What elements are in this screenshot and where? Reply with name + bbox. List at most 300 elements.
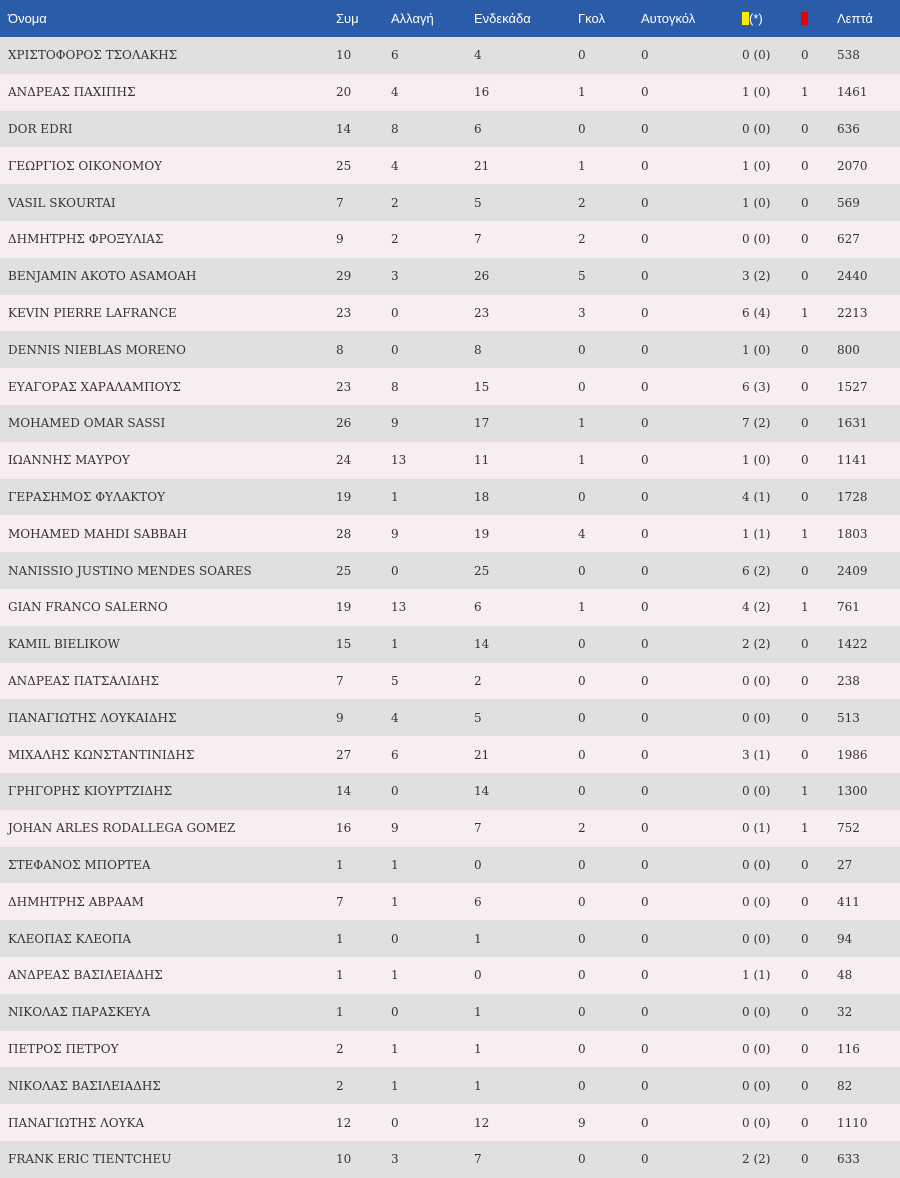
cell-subs: 0 xyxy=(391,305,399,320)
table-row xyxy=(0,1067,900,1104)
cell-subs: 0 xyxy=(391,931,399,946)
cell-apps: 20 xyxy=(336,85,352,100)
table-row xyxy=(0,589,900,626)
cell-name: ΜΙΧΑΛΗΣ ΚΩΝΣΤΑΝΤΙΝΙΔΗΣ xyxy=(8,747,195,762)
cell-apps: 1 xyxy=(336,931,344,946)
cell-minutes: 627 xyxy=(837,232,860,247)
table-row xyxy=(0,405,900,442)
cell-goals: 0 xyxy=(578,637,586,652)
cell-name: KEVIN PIERRE LAFRANCE xyxy=(8,305,177,320)
cell-yellow-cards: 0 (0) xyxy=(742,232,771,247)
cell-own-goals: 0 xyxy=(641,600,649,615)
header-goals[interactable]: Γκολ xyxy=(578,11,605,26)
yellow-card-icon xyxy=(742,12,749,25)
cell-apps: 28 xyxy=(336,526,352,541)
header-minutes[interactable]: Λεπτά xyxy=(837,11,873,26)
cell-apps: 14 xyxy=(336,784,352,799)
cell-goals: 5 xyxy=(578,269,586,284)
cell-apps: 16 xyxy=(336,821,352,836)
cell-name: ΠΑΝΑΓΙΩΤΗΣ ΛΟΥΚΑΙΔΗΣ xyxy=(8,710,177,725)
cell-goals: 0 xyxy=(578,563,586,578)
cell-red-cards: 0 xyxy=(801,673,809,688)
cell-apps: 23 xyxy=(336,305,352,320)
cell-goals: 1 xyxy=(578,85,586,100)
table-row xyxy=(0,920,900,957)
table-row xyxy=(0,773,900,810)
cell-own-goals: 0 xyxy=(641,747,649,762)
cell-apps: 27 xyxy=(336,747,352,762)
cell-own-goals: 0 xyxy=(641,269,649,284)
cell-goals: 0 xyxy=(578,1152,586,1167)
cell-name: ΧΡΙΣΤΟΦΟΡΟΣ ΤΣΟΛΑΚΗΣ xyxy=(8,48,178,63)
cell-subs: 4 xyxy=(391,710,399,725)
header-subs[interactable]: Αλλαγή xyxy=(391,11,434,26)
cell-name: ΑΝΔΡΕΑΣ ΒΑΣΙΛΕΙΑΔΗΣ xyxy=(8,968,163,983)
cell-starts: 23 xyxy=(474,305,490,320)
cell-name: DOR EDRI xyxy=(8,121,73,136)
cell-red-cards: 1 xyxy=(801,85,809,100)
cell-minutes: 1461 xyxy=(837,85,868,100)
cell-minutes: 1527 xyxy=(837,379,868,394)
header-starts[interactable]: Ενδεκάδα xyxy=(474,11,531,26)
cell-subs: 0 xyxy=(391,563,399,578)
cell-red-cards: 0 xyxy=(801,1005,809,1020)
cell-apps: 1 xyxy=(336,1005,344,1020)
cell-subs: 0 xyxy=(391,1005,399,1020)
cell-own-goals: 0 xyxy=(641,931,649,946)
cell-yellow-cards: 0 (0) xyxy=(742,1041,771,1056)
cell-red-cards: 1 xyxy=(801,821,809,836)
table-body xyxy=(0,37,900,1178)
cell-name: ΝΙΚΟΛΑΣ ΒΑΣΙΛΕΙΑΔΗΣ xyxy=(8,1078,161,1093)
table-row xyxy=(0,552,900,589)
cell-subs: 9 xyxy=(391,526,399,541)
cell-own-goals: 0 xyxy=(641,1115,649,1130)
cell-starts: 7 xyxy=(474,1152,482,1167)
cell-red-cards: 1 xyxy=(801,784,809,799)
cell-minutes: 116 xyxy=(837,1041,860,1056)
cell-subs: 1 xyxy=(391,894,399,909)
cell-name: ΠΑΝΑΓΙΩΤΗΣ ΛΟΥΚΑ xyxy=(8,1115,145,1130)
cell-red-cards: 0 xyxy=(801,489,809,504)
cell-name: ΔΗΜΗΤΡΗΣ ΦΡΟΞΥΛΙΑΣ xyxy=(8,232,164,247)
cell-red-cards: 1 xyxy=(801,526,809,541)
cell-goals: 1 xyxy=(578,158,586,173)
cell-apps: 25 xyxy=(336,158,352,173)
cell-name: ΑΝΔΡΕΑΣ ΠΑΤΣΑΛΙΔΗΣ xyxy=(8,673,159,688)
cell-starts: 21 xyxy=(474,747,490,762)
cell-own-goals: 0 xyxy=(641,563,649,578)
cell-name: MOHAMED MAHDI SABBAH xyxy=(8,526,187,541)
cell-subs: 8 xyxy=(391,121,399,136)
cell-name: ΙΩΑΝΝΗΣ ΜΑΥΡΟΥ xyxy=(8,453,130,468)
cell-minutes: 636 xyxy=(837,121,860,136)
cell-minutes: 1803 xyxy=(837,526,868,541)
cell-red-cards: 0 xyxy=(801,968,809,983)
cell-red-cards: 0 xyxy=(801,1152,809,1167)
cell-subs: 13 xyxy=(391,453,407,468)
cell-minutes: 2440 xyxy=(837,269,868,284)
cell-starts: 21 xyxy=(474,158,490,173)
table-row xyxy=(0,736,900,773)
cell-yellow-cards: 1 (0) xyxy=(742,158,771,173)
cell-minutes: 569 xyxy=(837,195,860,210)
cell-apps: 1 xyxy=(336,968,344,983)
cell-subs: 1 xyxy=(391,968,399,983)
cell-name: DENNIS NIEBLAS MORENO xyxy=(8,342,186,357)
header-yellow-cards[interactable] xyxy=(734,0,793,37)
cell-minutes: 32 xyxy=(837,1005,853,1020)
table-row xyxy=(0,221,900,258)
table-row xyxy=(0,37,900,74)
cell-goals: 2 xyxy=(578,232,586,247)
cell-goals: 0 xyxy=(578,857,586,872)
cell-own-goals: 0 xyxy=(641,379,649,394)
cell-yellow-cards: 0 (0) xyxy=(742,673,771,688)
cell-subs: 9 xyxy=(391,821,399,836)
cell-apps: 12 xyxy=(336,1115,352,1130)
cell-apps: 8 xyxy=(336,342,344,357)
cell-subs: 2 xyxy=(391,232,399,247)
cell-minutes: 1141 xyxy=(837,453,868,468)
cell-red-cards: 0 xyxy=(801,1041,809,1056)
cell-minutes: 2409 xyxy=(837,563,868,578)
cell-goals: 0 xyxy=(578,784,586,799)
table-row xyxy=(0,368,900,405)
table-row xyxy=(0,699,900,736)
cell-starts: 0 xyxy=(474,968,482,983)
cell-name: ΕΥΑΓΟΡΑΣ ΧΑΡΑΛΑΜΠΟΥΣ xyxy=(8,379,181,394)
cell-apps: 25 xyxy=(336,563,352,578)
cell-goals: 0 xyxy=(578,1078,586,1093)
cell-red-cards: 0 xyxy=(801,269,809,284)
cell-name: KAMIL BIELIKOW xyxy=(8,637,120,652)
cell-starts: 7 xyxy=(474,232,482,247)
cell-own-goals: 0 xyxy=(641,1041,649,1056)
cell-own-goals: 0 xyxy=(641,1005,649,1020)
cell-own-goals: 0 xyxy=(641,416,649,431)
cell-starts: 1 xyxy=(474,931,482,946)
cell-minutes: 761 xyxy=(837,600,860,615)
cell-own-goals: 0 xyxy=(641,968,649,983)
cell-yellow-cards: 2 (2) xyxy=(742,637,771,652)
cell-own-goals: 0 xyxy=(641,121,649,136)
cell-subs: 1 xyxy=(391,857,399,872)
cell-name: ΣΤΕΦΑΝΟΣ ΜΠΟΡΤΕΑ xyxy=(8,857,151,872)
cell-own-goals: 0 xyxy=(641,784,649,799)
cell-subs: 13 xyxy=(391,600,407,615)
table-row xyxy=(0,994,900,1031)
table-row xyxy=(0,74,900,111)
cell-minutes: 82 xyxy=(837,1078,853,1093)
cell-yellow-cards: 3 (1) xyxy=(742,747,771,762)
cell-subs: 1 xyxy=(391,1078,399,1093)
cell-red-cards: 0 xyxy=(801,195,809,210)
cell-subs: 8 xyxy=(391,379,399,394)
cell-subs: 0 xyxy=(391,342,399,357)
cell-starts: 2 xyxy=(474,673,482,688)
cell-starts: 11 xyxy=(474,453,490,468)
cell-yellow-cards: 0 (0) xyxy=(742,857,771,872)
cell-starts: 1 xyxy=(474,1041,482,1056)
cell-yellow-cards: 0 (0) xyxy=(742,1115,771,1130)
cell-own-goals: 0 xyxy=(641,85,649,100)
cell-apps: 7 xyxy=(336,195,344,210)
cell-goals: 0 xyxy=(578,489,586,504)
cell-apps: 2 xyxy=(336,1041,344,1056)
cell-goals: 4 xyxy=(578,526,586,541)
cell-minutes: 238 xyxy=(837,673,860,688)
cell-subs: 3 xyxy=(391,1152,399,1167)
cell-red-cards: 0 xyxy=(801,342,809,357)
cell-goals: 0 xyxy=(578,673,586,688)
cell-goals: 0 xyxy=(578,747,586,762)
cell-subs: 1 xyxy=(391,1041,399,1056)
cell-yellow-cards: 7 (2) xyxy=(742,416,771,431)
table-row xyxy=(0,111,900,148)
cell-starts: 4 xyxy=(474,48,482,63)
cell-minutes: 1110 xyxy=(837,1115,868,1130)
cell-yellow-cards: 0 (0) xyxy=(742,1005,771,1020)
cell-yellow-cards: 0 (0) xyxy=(742,894,771,909)
cell-own-goals: 0 xyxy=(641,1078,649,1093)
cell-red-cards: 0 xyxy=(801,1078,809,1093)
cell-apps: 15 xyxy=(336,637,352,652)
cell-starts: 8 xyxy=(474,342,482,357)
cell-starts: 0 xyxy=(474,857,482,872)
cell-name: ΔΗΜΗΤΡΗΣ ΑΒΡΑΑΜ xyxy=(8,894,144,909)
cell-subs: 5 xyxy=(391,673,399,688)
cell-subs: 6 xyxy=(391,747,399,762)
cell-name: ΓΕΡΑΣΗΜΟΣ ΦΥΛΑΚΤΟΥ xyxy=(8,489,166,504)
cell-starts: 14 xyxy=(474,784,490,799)
cell-starts: 5 xyxy=(474,195,482,210)
cell-own-goals: 0 xyxy=(641,342,649,357)
cell-minutes: 2213 xyxy=(837,305,868,320)
cell-goals: 0 xyxy=(578,121,586,136)
cell-yellow-cards: 1 (0) xyxy=(742,453,771,468)
cell-starts: 17 xyxy=(474,416,490,431)
cell-yellow-cards: 1 (0) xyxy=(742,195,771,210)
cell-minutes: 513 xyxy=(837,710,860,725)
cell-minutes: 1300 xyxy=(837,784,868,799)
cell-red-cards: 0 xyxy=(801,637,809,652)
cell-red-cards: 0 xyxy=(801,563,809,578)
cell-own-goals: 0 xyxy=(641,232,649,247)
cell-name: GIAN FRANCO SALERNO xyxy=(8,600,168,615)
cell-goals: 2 xyxy=(578,195,586,210)
cell-goals: 3 xyxy=(578,305,586,320)
cell-apps: 7 xyxy=(336,673,344,688)
cell-yellow-cards: 0 (0) xyxy=(742,1078,771,1093)
cell-goals: 0 xyxy=(578,342,586,357)
cell-apps: 1 xyxy=(336,857,344,872)
cell-goals: 1 xyxy=(578,453,586,468)
cell-goals: 0 xyxy=(578,379,586,394)
cell-name: NANISSIO JUSTINO MENDES SOARES xyxy=(8,563,252,578)
header-apps[interactable]: Συμ xyxy=(336,11,359,26)
cell-own-goals: 0 xyxy=(641,195,649,210)
cell-starts: 6 xyxy=(474,894,482,909)
cell-red-cards: 0 xyxy=(801,232,809,247)
cell-red-cards: 0 xyxy=(801,158,809,173)
cell-starts: 25 xyxy=(474,563,490,578)
cell-minutes: 2070 xyxy=(837,158,868,173)
cell-red-cards: 0 xyxy=(801,931,809,946)
cell-red-cards: 1 xyxy=(801,305,809,320)
table-row xyxy=(0,331,900,368)
cell-starts: 18 xyxy=(474,489,490,504)
cell-yellow-cards: 0 (0) xyxy=(742,710,771,725)
cell-own-goals: 0 xyxy=(641,526,649,541)
cell-minutes: 633 xyxy=(837,1152,860,1167)
cell-own-goals: 0 xyxy=(641,894,649,909)
table-row xyxy=(0,515,900,552)
cell-starts: 1 xyxy=(474,1078,482,1093)
table-row xyxy=(0,442,900,479)
cell-starts: 15 xyxy=(474,379,490,394)
header-own-goals[interactable]: Αυτογκόλ xyxy=(641,11,696,26)
cell-apps: 9 xyxy=(336,710,344,725)
cell-yellow-cards: 0 (0) xyxy=(742,121,771,136)
cell-red-cards: 0 xyxy=(801,894,809,909)
cell-apps: 26 xyxy=(336,416,352,431)
cell-minutes: 800 xyxy=(837,342,860,357)
cell-yellow-cards: 3 (2) xyxy=(742,269,771,284)
cell-goals: 0 xyxy=(578,48,586,63)
cell-starts: 5 xyxy=(474,710,482,725)
cell-apps: 24 xyxy=(336,453,352,468)
cell-name: ΓΡΗΓΟΡΗΣ ΚΙΟΥΡΤΖΙΔΗΣ xyxy=(8,784,173,799)
cell-own-goals: 0 xyxy=(641,673,649,688)
cell-yellow-cards: 1 (1) xyxy=(742,968,771,983)
cell-name: ΓΕΩΡΓΙΟΣ ΟΙΚΟΝΟΜΟΥ xyxy=(8,158,163,173)
table-row xyxy=(0,957,900,994)
cell-own-goals: 0 xyxy=(641,305,649,320)
cell-yellow-cards: 6 (2) xyxy=(742,563,771,578)
table-row xyxy=(0,883,900,920)
cell-subs: 1 xyxy=(391,489,399,504)
cell-own-goals: 0 xyxy=(641,453,649,468)
cell-minutes: 1631 xyxy=(837,416,868,431)
cell-own-goals: 0 xyxy=(641,1152,649,1167)
cell-starts: 6 xyxy=(474,600,482,615)
cell-own-goals: 0 xyxy=(641,857,649,872)
cell-own-goals: 0 xyxy=(641,710,649,725)
cell-starts: 6 xyxy=(474,121,482,136)
cell-yellow-cards: 0 (0) xyxy=(742,48,771,63)
cell-goals: 2 xyxy=(578,821,586,836)
cell-name: FRANK ERIC TIENTCHEU xyxy=(8,1152,172,1167)
cell-yellow-cards: 4 (2) xyxy=(742,600,771,615)
cell-goals: 1 xyxy=(578,600,586,615)
cell-apps: 10 xyxy=(336,1152,352,1167)
cell-red-cards: 0 xyxy=(801,747,809,762)
cell-goals: 0 xyxy=(578,1041,586,1056)
cell-red-cards: 0 xyxy=(801,453,809,468)
cell-goals: 0 xyxy=(578,968,586,983)
table-header-row xyxy=(0,0,900,37)
cell-name: ΑΝΔΡΕΑΣ ΠΑΧΙΠΗΣ xyxy=(8,85,136,100)
cell-starts: 16 xyxy=(474,85,490,100)
cell-goals: 0 xyxy=(578,710,586,725)
table-row xyxy=(0,479,900,516)
table-row xyxy=(0,626,900,663)
cell-yellow-cards: 0 (1) xyxy=(742,821,771,836)
cell-yellow-cards: 0 (0) xyxy=(742,784,771,799)
cell-yellow-cards: 1 (0) xyxy=(742,85,771,100)
cell-starts: 7 xyxy=(474,821,482,836)
cell-subs: 4 xyxy=(391,85,399,100)
table-row xyxy=(0,810,900,847)
cell-starts: 12 xyxy=(474,1115,490,1130)
cell-minutes: 538 xyxy=(837,48,860,63)
table-row xyxy=(0,1104,900,1141)
cell-minutes: 48 xyxy=(837,968,853,983)
header-red-cards[interactable] xyxy=(793,0,829,37)
header-name[interactable]: Όνομα xyxy=(8,11,47,26)
cell-yellow-cards: 4 (1) xyxy=(742,489,771,504)
cell-goals: 0 xyxy=(578,894,586,909)
cell-subs: 0 xyxy=(391,1115,399,1130)
cell-minutes: 411 xyxy=(837,894,860,909)
cell-yellow-cards: 1 (0) xyxy=(742,342,771,357)
red-card-icon xyxy=(801,12,808,25)
cell-apps: 10 xyxy=(336,48,352,63)
cell-subs: 4 xyxy=(391,158,399,173)
cell-name: VASIL SKOURTAI xyxy=(8,195,116,210)
cell-yellow-cards: 6 (3) xyxy=(742,379,771,394)
cell-subs: 1 xyxy=(391,637,399,652)
cell-red-cards: 0 xyxy=(801,857,809,872)
cell-subs: 0 xyxy=(391,784,399,799)
cell-minutes: 27 xyxy=(837,857,853,872)
cell-starts: 19 xyxy=(474,526,490,541)
cell-name: ΠΕΤΡΟΣ ΠΕΤΡΟΥ xyxy=(8,1041,119,1056)
table-row xyxy=(0,184,900,221)
cell-own-goals: 0 xyxy=(641,821,649,836)
cell-name: JOHAN ARLES RODALLEGA GOMEZ xyxy=(8,821,236,836)
header-yellow-suffix: (*) xyxy=(749,11,763,26)
cell-subs: 6 xyxy=(391,48,399,63)
cell-name: MOHAMED OMAR SASSI xyxy=(8,416,166,431)
cell-goals: 0 xyxy=(578,1005,586,1020)
table-row xyxy=(0,258,900,295)
cell-goals: 0 xyxy=(578,931,586,946)
cell-red-cards: 0 xyxy=(801,1115,809,1130)
table-row xyxy=(0,1031,900,1068)
cell-name: ΝΙΚΟΛΑΣ ΠΑΡΑΣΚΕΥΑ xyxy=(8,1005,151,1020)
cell-yellow-cards: 0 (0) xyxy=(742,931,771,946)
cell-minutes: 752 xyxy=(837,821,860,836)
cell-apps: 9 xyxy=(336,232,344,247)
cell-subs: 2 xyxy=(391,195,399,210)
cell-apps: 7 xyxy=(336,894,344,909)
cell-red-cards: 0 xyxy=(801,48,809,63)
cell-subs: 3 xyxy=(391,269,399,284)
cell-minutes: 1422 xyxy=(837,637,868,652)
cell-name: BENJAMIN AKOTO ASAMOAH xyxy=(8,269,197,284)
cell-red-cards: 0 xyxy=(801,416,809,431)
table-row xyxy=(0,847,900,884)
cell-red-cards: 0 xyxy=(801,710,809,725)
cell-red-cards: 0 xyxy=(801,121,809,136)
cell-minutes: 1986 xyxy=(837,747,868,762)
cell-starts: 1 xyxy=(474,1005,482,1020)
cell-own-goals: 0 xyxy=(641,637,649,652)
cell-subs: 9 xyxy=(391,416,399,431)
cell-own-goals: 0 xyxy=(641,489,649,504)
